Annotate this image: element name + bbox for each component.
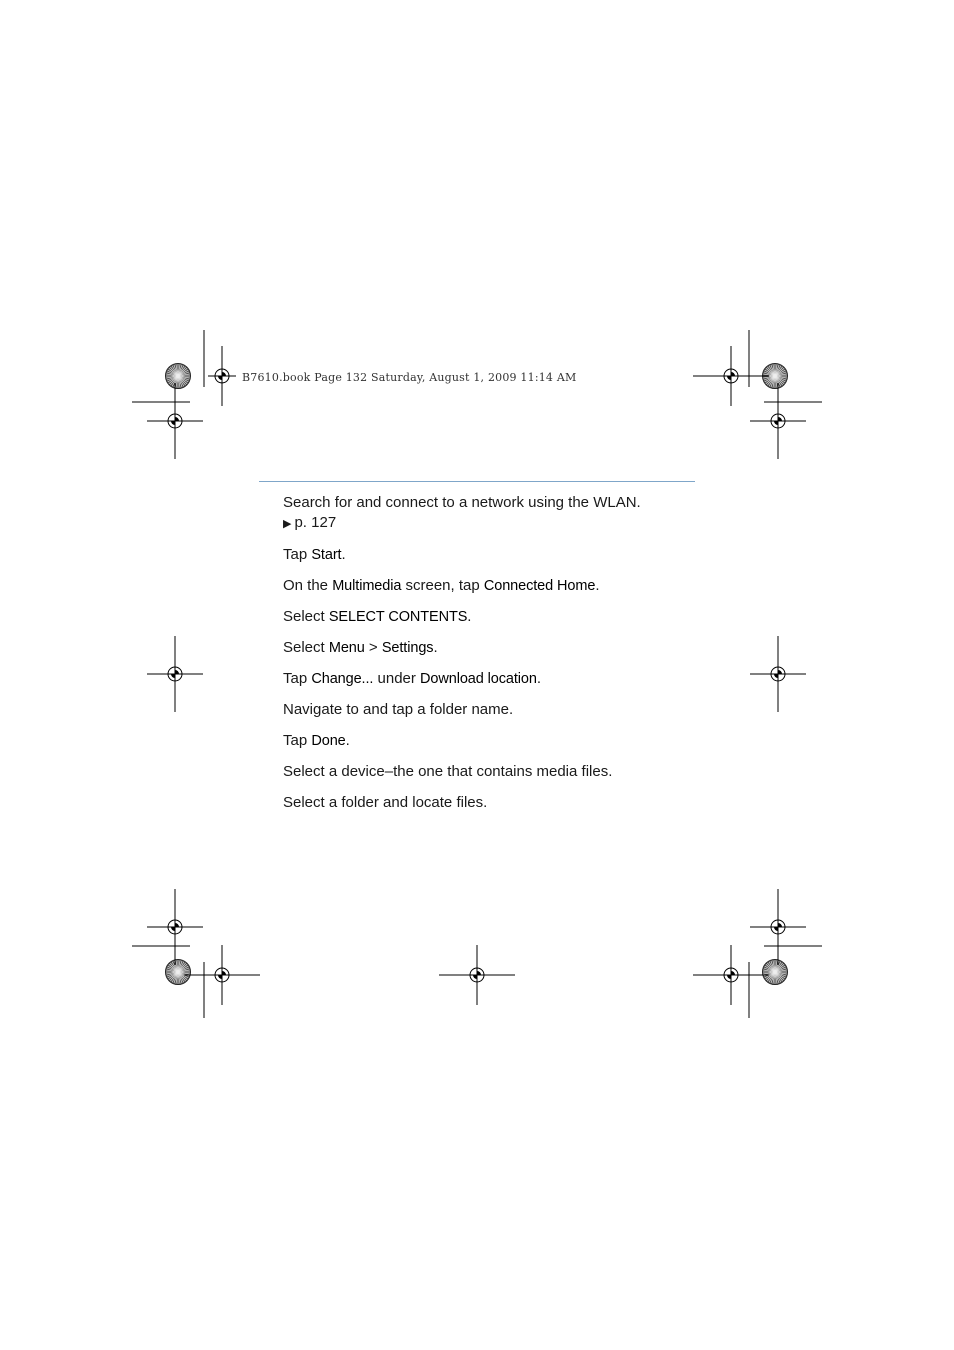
registration-rosette-icon	[166, 364, 191, 389]
ui-term: Download location	[420, 671, 537, 687]
registration-crosshair-icon	[750, 383, 806, 459]
step-text: .	[341, 546, 346, 563]
step-text: Navigate to and tap a folder name.	[283, 701, 514, 718]
steps-list	[283, 493, 703, 824]
ui-term: Connected Home	[483, 578, 596, 594]
registration-crosshair-icon	[439, 945, 515, 1005]
ui-term: Done	[311, 733, 346, 749]
step-text: .	[536, 670, 542, 687]
triangle-right-icon: ▶	[283, 518, 292, 530]
step-text: screen, tap	[401, 577, 484, 594]
step-item	[283, 607, 703, 627]
step-text: .	[467, 608, 472, 625]
step-text: Select	[283, 639, 329, 656]
step-item	[283, 545, 703, 565]
registration-rosette-icon	[763, 960, 788, 985]
step-text: .	[595, 577, 600, 594]
ui-term: Start	[311, 547, 342, 563]
ui-term: Change...	[311, 671, 374, 687]
step-text: Select a device–the one that contains media files.	[283, 763, 613, 780]
registration-crosshair-icon	[184, 945, 260, 1005]
ui-term: Settings	[381, 640, 434, 656]
step-text: Tap	[283, 546, 312, 563]
step-item	[283, 793, 703, 813]
step-text: Search for and connect to a network using the WLAN.	[283, 494, 641, 511]
section-divider	[259, 481, 695, 482]
registration-crosshair-icon	[750, 889, 806, 965]
registration-crosshair-icon	[693, 945, 769, 1005]
step-text: .	[345, 732, 350, 749]
registration-crosshair-icon	[750, 636, 806, 712]
registration-crosshair-icon	[147, 636, 203, 712]
page-reference-text: p. 127	[294, 514, 337, 531]
registration-crosshair-icon	[147, 889, 203, 965]
step-item	[283, 638, 703, 658]
step-text: Select	[283, 608, 329, 625]
step-text: .	[433, 639, 438, 656]
step-text: >	[364, 639, 382, 656]
step-item	[283, 762, 703, 782]
step-item	[283, 731, 703, 751]
step-item	[283, 669, 703, 689]
step-text: On the	[283, 577, 333, 594]
step-text: under	[373, 670, 421, 687]
step-text: Select a folder and locate files.	[283, 794, 488, 811]
registration-crosshair-icon	[147, 383, 203, 459]
page-reference	[283, 513, 703, 534]
step-item	[283, 493, 703, 534]
step-text: Tap	[283, 732, 312, 749]
registration-crosshair-icon	[693, 346, 769, 406]
registration-crosshair-icon	[208, 346, 236, 406]
ui-term: Multimedia	[332, 578, 402, 594]
book-header-line: B7610.book Page 132 Saturday, August 1, 2009 11:14 AM	[242, 371, 577, 384]
step-text: Tap	[283, 670, 312, 687]
ui-term: Menu	[328, 640, 365, 656]
registration-rosette-icon	[166, 960, 191, 985]
ui-term: SELECT CONTENTS	[328, 609, 468, 625]
step-item	[283, 700, 703, 720]
step-item	[283, 576, 703, 596]
